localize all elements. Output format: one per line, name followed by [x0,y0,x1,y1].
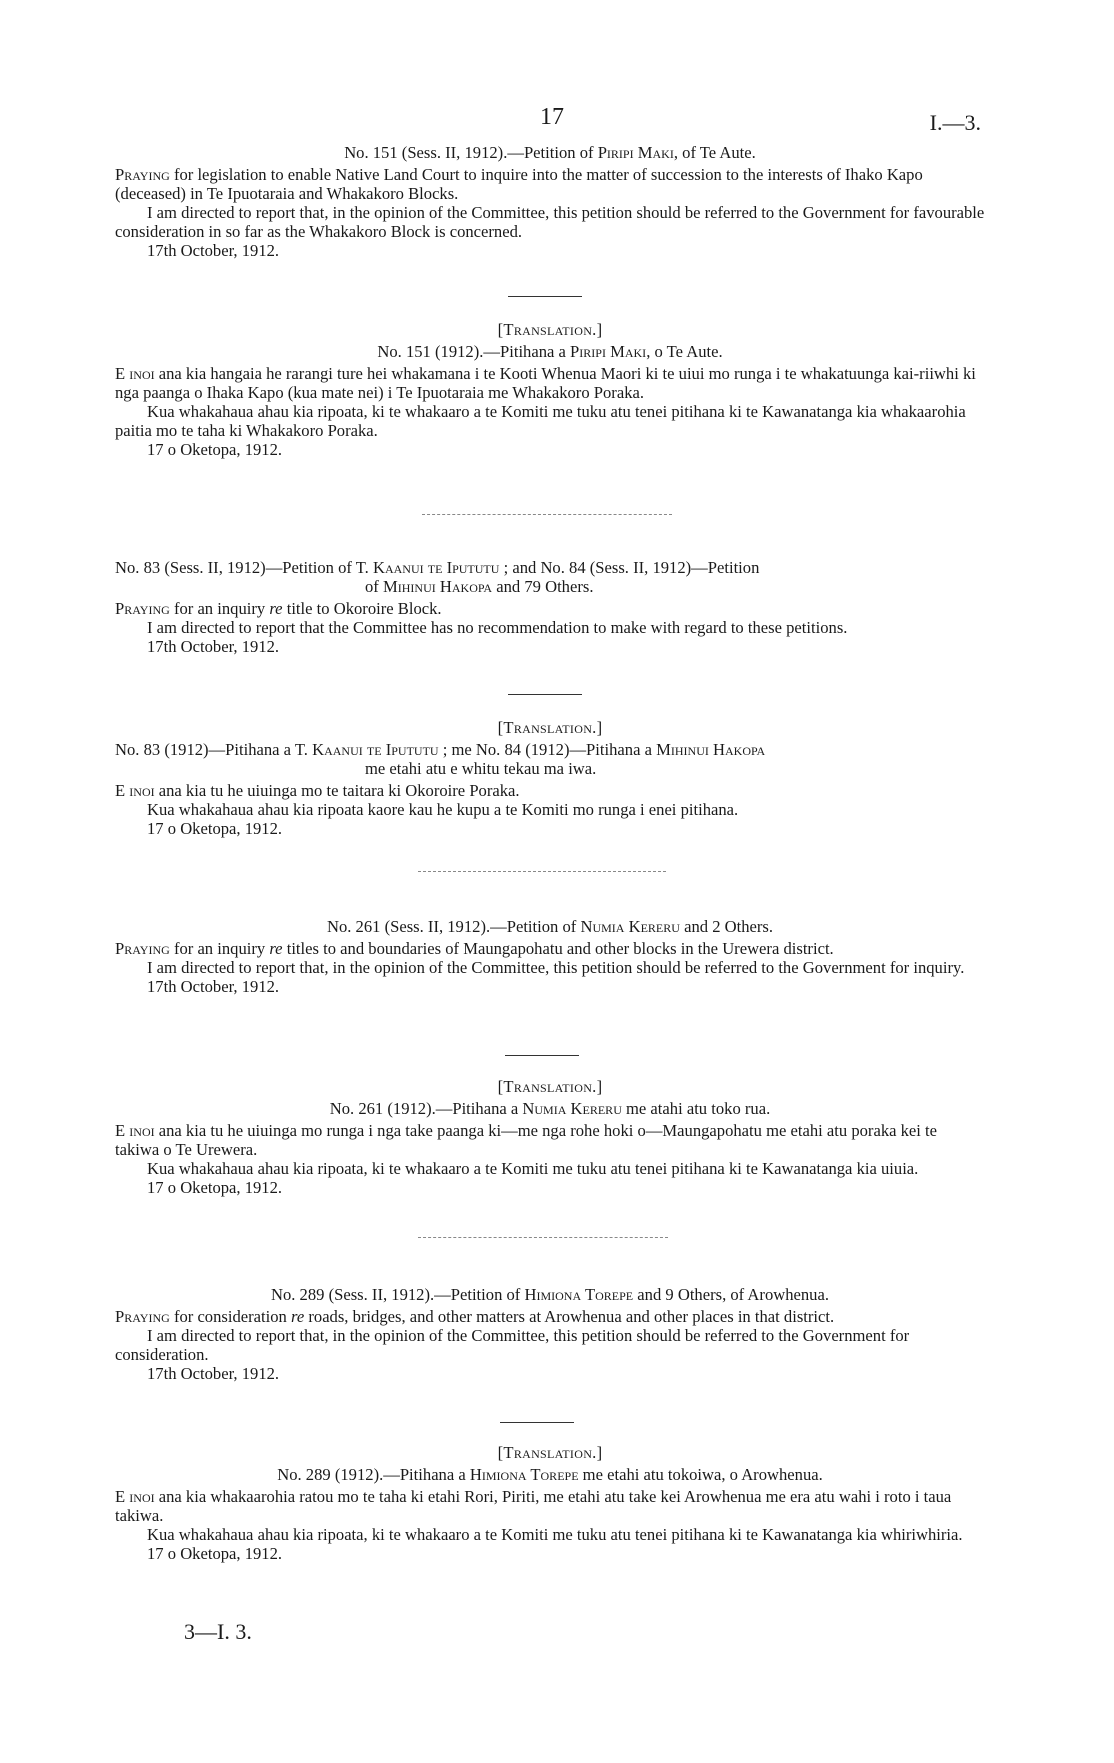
translation-prayer: E inoi ana kia tu he uiuinga mo te taitara ki Okoroire Poraka. [115,781,520,800]
section-divider [505,1055,579,1056]
petition-date: 17th October, 1912. [147,637,280,656]
translation-heading: No. 83 (1912)—Pitihana a T. Kaanui te Ipututu ; me No. 84 (1912)—Pitihana a Mihinui Hakopa [115,740,766,759]
translation-date: 17 o Oketopa, 1912. [147,1544,283,1563]
translation-heading-cont: me etahi atu e whitu tekau ma iwa. [365,759,597,778]
translation-date: 17 o Oketopa, 1912. [147,819,283,838]
petition-83-84 [115,558,985,656]
petition-prayer: Praying for an inquiry re titles to and boundaries of Maungapohatu and other blocks in the Urewera district. [115,939,834,958]
document-reference: I.—3. [929,110,981,135]
translation-report: Kua whakahaua ahau kia ripoata, ki te whakaaro a te Komiti me tuku atu tenei pitihana ki te Kawanatanga kia uiuia. [147,1159,919,1178]
translation-label: [Translation.] [497,320,603,339]
petition-heading: No. 83 (Sess. II, 1912)—Petition of T. Kaanui te Ipututu ; and No. 84 (Sess. II, 1912)—Petition [115,558,760,577]
petition-date: 17th October, 1912. [147,1364,280,1383]
petition-report: I am directed to report that, in the opinion of the Committee, this petition should be referred to the Government for consideration. [115,1326,910,1364]
petition-heading: No. 151 (Sess. II, 1912).—Petition of Piripi Maki, of Te Aute. [344,143,756,162]
petition-261 [115,917,985,996]
translation-label: [Translation.] [497,1077,603,1096]
translation-report: Kua whakahaua ahau kia ripoata, ki te whakaaro a te Komiti me tuku atu tenei pitihana ki te Kawanatanga kia whiriwhiria. [147,1525,963,1544]
petition-heading: No. 289 (Sess. II, 1912).—Petition of Himiona Torepe and 9 Others, of Arowhenua. [270,1285,829,1304]
petition-heading-cont: of Mihinui Hakopa and 79 Others. [365,577,594,596]
petition-289 [115,1285,985,1383]
section-divider [508,694,582,695]
section-divider [500,1422,574,1423]
translation-heading: No. 289 (1912).—Pitihana a Himiona Torepe me etahi atu tokoiwa, o Arowhenua. [277,1465,823,1484]
petition-heading: No. 261 (Sess. II, 1912).—Petition of Numia Kereru and 2 Others. [326,917,774,936]
section-divider [418,1237,668,1238]
translation-report: Kua whakahaua ahau kia ripoata, ki te whakaaro a te Komiti me tuku atu tenei pitihana ki te Kawanatanga kia whakaarohia paitia mo te taha ki Whakakoro Poraka. [115,402,966,440]
translation-heading: No. 261 (1912).—Pitihana a Numia Kereru me atahi atu toko rua. [329,1099,771,1118]
petition-report: I am directed to report that the Committee has no recommendation to make with regard to these petitions. [147,618,848,637]
petition-prayer: Praying for an inquiry re title to Okoroire Block. [115,599,442,618]
translation-date: 17 o Oketopa, 1912. [147,440,283,459]
section-divider [508,296,582,297]
translation-prayer: E inoi ana kia tu he uiuinga mo runga i nga take paanga ki—me nga rohe hoki o—Maungapohatu me etahi atu poraka kei te takiwa o Te Urewera. [115,1121,938,1159]
page-number: 17 [540,104,564,130]
translation-83-84 [115,718,985,838]
translation-prayer: E inoi ana kia hangaia he rarangi ture hei whakamana i te Kooti Whenua Maori ki te uiui mo runga i te whakatuunga kai-riiwhi ki nga paanga o Ihaka Kapo (kua mate nei) i Te Ipuotaraia me Whakakoro Poraka. [115,364,976,402]
petition-151 [115,143,985,260]
section-divider [418,871,666,872]
translation-heading: No. 151 (1912).—Pitihana a Piripi Maki, o Te Aute. [377,342,723,361]
petition-date: 17th October, 1912. [147,241,280,260]
translation-261 [115,1077,985,1197]
petition-prayer: Praying for legislation to enable Native Land Court to inquire into the matter of succession to the interests of Ihako Kapo (deceased) in Te Ipuotaraia and Whakakoro Blocks. [115,165,923,203]
translation-report: Kua whakahaua ahau kia ripoata kaore kau he kupu a te Komiti mo runga i enei pitihana. [147,800,739,819]
translation-289 [115,1443,985,1563]
translation-date: 17 o Oketopa, 1912. [147,1178,283,1197]
translation-label: [Translation.] [497,1443,603,1462]
translation-label: [Translation.] [497,718,603,737]
translation-prayer: E inoi ana kia whakaarohia ratou mo te taha ki etahi Rori, Piriti, me etahi atu take kei Arowhenua me era atu wahi i roto i taua takiwa. [115,1487,952,1525]
petition-report: I am directed to report that, in the opinion of the Committee, this petition should be referred to the Government for favourable consideration in so far as the Whakakoro Block is concerned. [115,203,985,241]
petition-report: I am directed to report that, in the opinion of the Committee, this petition should be referred to the Government for inquiry. [147,958,965,977]
section-divider [422,514,672,515]
petition-prayer: Praying for consideration re roads, bridges, and other matters at Arowhenua and other places in that district. [115,1307,835,1326]
petition-date: 17th October, 1912. [147,977,280,996]
translation-151 [115,320,985,459]
footer-signature: 3—I. 3. [184,1619,252,1644]
